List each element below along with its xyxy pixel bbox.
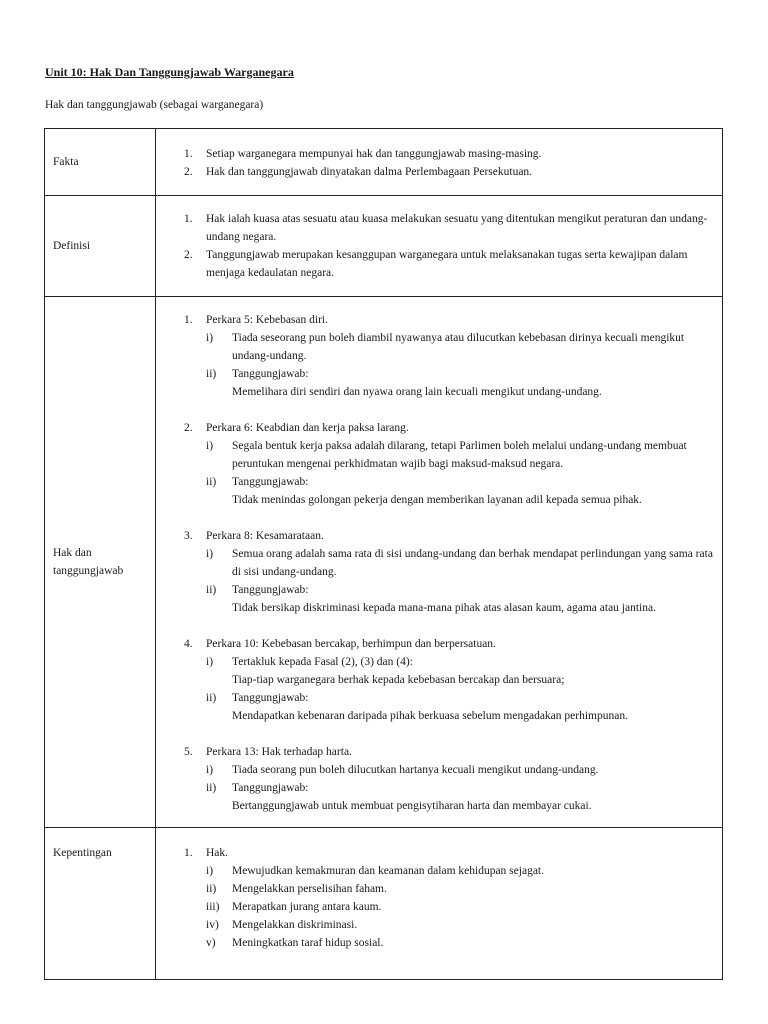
sub-item-number: i) <box>206 440 214 452</box>
sub-item <box>184 862 714 880</box>
item-text: Perkara 6: Keabdian dan kerja paksa larang. <box>206 422 409 434</box>
sub-item-text: Semua orang adalah sama rata di sisi undang-undang dan berhak mendapat perlindungan yang sama rata di sisi undang-undang. <box>232 548 713 578</box>
sub-item-text: Tertakluk kepada Fasal (2), (3) dan (4): <box>232 656 413 668</box>
perkara-block <box>184 527 714 617</box>
row-label-definisi: Definisi <box>53 240 91 252</box>
sub-item-text: Tiada seorang pun boleh dilucutkan hartanya kecuali mengikut undang-undang. <box>232 764 599 776</box>
sub-item <box>184 880 714 898</box>
row-label-cell <box>45 828 156 980</box>
sub-item-text: Mendapatkan kebenaran daripada pihak berkuasa sebelum mengadakan perhimpunan. <box>232 710 628 722</box>
perkara-heading <box>184 844 714 862</box>
sub-item <box>184 779 714 797</box>
sub-item-continuation: Tiap-tiap warganegara berhak kepada kebebasan bercakap dan bersuara; <box>232 674 565 686</box>
row-label-hak-line2: tanggungjawab <box>53 565 124 577</box>
sub-item-number: ii) <box>206 782 217 794</box>
sub-item <box>184 581 714 599</box>
list-item <box>184 210 714 246</box>
sub-item-number: ii) <box>206 476 217 488</box>
item-number: 2. <box>184 422 193 434</box>
item-number: 1. <box>184 213 193 225</box>
item-text: Perkara 5: Kebebasan diri. <box>206 314 328 326</box>
sub-item-text: Mengelakkan perselisihan faham. <box>232 883 387 895</box>
item-text: Hak dan tanggungjawab dinyatakan dalma Perlembagaan Persekutuan. <box>206 166 533 178</box>
item-number: 1. <box>184 314 193 326</box>
sub-item-text: Mengelakkan diskriminasi. <box>232 919 358 931</box>
item-number: 3. <box>184 530 193 542</box>
perkara-heading <box>184 419 714 437</box>
row-label-kepentingan: Kepentingan <box>53 847 112 859</box>
sub-item-number: ii) <box>206 584 217 596</box>
sub-item <box>184 689 714 707</box>
sub-item-label: Tanggungjawab: <box>232 476 309 488</box>
sub-item <box>184 761 714 779</box>
sub-item-text: Bertanggungjawab untuk membuat pengisytiharan harta dan membayar cukai. <box>232 800 592 812</box>
sub-item-label: Tanggungjawab: <box>232 368 309 380</box>
content-table <box>44 128 723 980</box>
row-content-cell <box>156 297 723 828</box>
item-text: Setiap warganegara mempunyai hak dan tanggungjawab masing-masing. <box>206 148 542 160</box>
sub-item-number: ii) <box>206 368 217 380</box>
list-item <box>184 145 714 163</box>
row-label-cell <box>45 297 156 828</box>
row-label-fakta: Fakta <box>53 156 79 168</box>
item-number: 1. <box>184 847 193 859</box>
sub-item-number: i) <box>206 764 214 776</box>
document-title: Unit 10: Hak Dan Tanggungjawab Warganegara <box>45 65 294 79</box>
item-text: Perkara 13: Hak terhadap harta. <box>206 746 352 758</box>
sub-item <box>184 653 714 671</box>
row-content-cell <box>156 828 723 980</box>
sub-item <box>184 473 714 491</box>
sub-item-number: ii) <box>206 692 217 704</box>
sub-item-text: Tidak bersikap diskriminasi kepada mana-mana pihak atas alasan kaum, agama atau jantina. <box>232 602 656 614</box>
perkara-block <box>184 635 714 725</box>
item-number: 5. <box>184 746 193 758</box>
sub-item-label: Tanggungjawab: <box>232 584 309 596</box>
item-number: 4. <box>184 638 193 650</box>
sub-item <box>184 934 714 952</box>
sub-item <box>184 898 714 916</box>
perkara-heading <box>184 311 714 329</box>
row-content-cell <box>156 196 723 297</box>
sub-item-label: Tanggungjawab: <box>232 692 309 704</box>
sub-item-number: iv) <box>206 919 219 931</box>
list-item <box>184 246 714 282</box>
sub-item-text: Segala bentuk kerja paksa adalah dilarang, tetapi Parlimen boleh melalui undang-undang membuat peruntukan mengenai perkhidmatan wajib bagi maksud-maksud negara. <box>232 440 687 470</box>
perkara-list <box>184 297 714 815</box>
sub-item <box>184 365 714 383</box>
row-content-cell <box>156 129 723 196</box>
sub-item-text: Mewujudkan kemakmuran dan keamanan dalam kehidupan sejagat. <box>232 865 544 877</box>
document-subtitle: Hak dan tanggungjawab (sebagai warganegara) <box>45 99 264 111</box>
item-number: 2. <box>184 249 193 261</box>
sub-item-number: i) <box>206 332 214 344</box>
sub-item <box>184 437 714 473</box>
sub-item-number: i) <box>206 865 214 877</box>
item-text: Perkara 8: Kesamarataan. <box>206 530 324 542</box>
sub-item-number: ii) <box>206 883 217 895</box>
sub-item-label: Tanggungjawab: <box>232 782 309 794</box>
table-row-fakta <box>45 129 723 196</box>
item-text: Hak ialah kuasa atas sesuatu atau kuasa melakukan sesuatu yang ditentukan mengikut peraturan dan undang-undang negara. <box>206 213 708 243</box>
list-item <box>184 163 714 181</box>
item-text: Tanggungjawab merupakan kesanggupan warganegara untuk melaksanakan tugas serta kewajipan dalam menjaga kedaulatan negara. <box>206 249 688 279</box>
row-label-hak-line1: Hak dan <box>53 547 92 559</box>
table-row-definisi <box>45 196 723 297</box>
sub-item-number: i) <box>206 656 214 668</box>
row-label-cell <box>45 196 156 297</box>
sub-item-number: iii) <box>206 901 220 913</box>
item-text: Hak. <box>206 847 229 859</box>
sub-item-text: Meningkatkan taraf hidup sosial. <box>232 937 384 949</box>
perkara-block <box>184 419 714 509</box>
sub-item <box>184 916 714 934</box>
perkara-heading <box>184 635 714 653</box>
sub-item-text: Tidak menindas golongan pekerja dengan memberikan layanan adil kepada semua pihak. <box>232 494 642 506</box>
item-text: Perkara 10: Kebebasan bercakap, berhimpun dan berpersatuan. <box>206 638 496 650</box>
sub-item <box>184 329 714 365</box>
sub-item-text: Merapatkan jurang antara kaum. <box>232 901 382 913</box>
item-number: 1. <box>184 148 193 160</box>
item-number: 2. <box>184 166 193 178</box>
perkara-heading <box>184 527 714 545</box>
sub-item <box>184 545 714 581</box>
perkara-block <box>184 743 714 815</box>
table-row-kepentingan <box>45 828 723 980</box>
perkara-heading <box>184 743 714 761</box>
sub-item-number: v) <box>206 937 216 949</box>
table-row-hak-dan-tanggungjawab <box>45 297 723 828</box>
sub-item-text: Tiada seseorang pun boleh diambil nyawanya atau dilucutkan kebebasan dirinya kecuali mengikut undang-undang. <box>232 332 685 362</box>
sub-item-text: Memelihara diri sendiri dan nyawa orang lain kecuali mengikut undang-undang. <box>232 386 602 398</box>
row-label-cell <box>45 129 156 196</box>
perkara-block <box>184 311 714 401</box>
sub-item-number: i) <box>206 548 214 560</box>
